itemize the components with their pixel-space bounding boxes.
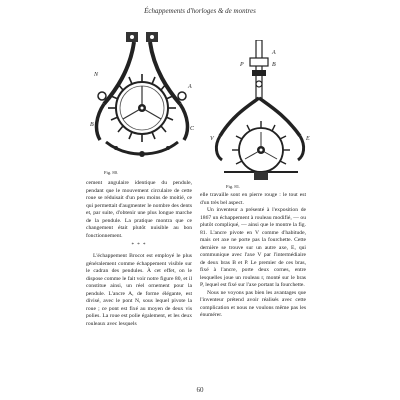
fig80-letter-a: A [188,84,192,90]
figure-81-caption: Fig. 81. [226,184,241,189]
paragraph: cement angulaire identique du pendule, pendant que le mouvement circulaire de cette roue se réduisait d'un peu moins de moitié, ce qui permettait d'augmenter le nombre des dents et, par suite, d'obtenir une plus longue marche de la pendule. La pratique montra que ce changement était plutôt nuisible au bon fonctionnement. [86,180,193,239]
text-column-left [86,180,192,328]
fig80-letter-n: N [94,72,99,78]
fig81-letter-p: P [240,62,244,68]
figure-81-illustration [206,40,316,188]
paragraph: L'échappement Brocot est employé le plus généralement comme échappement visible sur le cadran des pendules. À cet effet, on le dispose comme le fait voir notre figure 80, et il constitue ainsi, un réel ornement pour la pendule. L'ancre A, de forme élégante, est divisé, avec le pont N, sous lequel pivote la roue ; ce pont est fixé au moyen de deux vis polies. La roue est polie également, et les deux rouleaux avec lesquels [86,253,192,327]
fig80-letter-b: B [90,122,94,128]
figure-80-illustration [86,30,198,172]
fig81-letter-v: V [210,136,214,142]
paragraph: Nous ne voyons pas bien les avantages que l'inventeur prétend avoir réalisés avec cette complication et nous ne voulons même pas les énumérer. [200,289,306,318]
section-asterism: * * * [131,243,147,248]
figure-80-caption: Fig. 80. [104,170,119,175]
fig81-letter-e: E [306,136,310,142]
running-header: Échappements d'horloges & de montres [144,7,256,15]
fig81-letter-b: B [272,62,276,68]
paragraph: elle travaille sont en pierre rouge : le tout est d'un très bel aspect. [200,192,306,206]
paragraph: Un inventeur a présenté à l'exposition de 1867 un échappement à rouleau modifié, — ou plutôt compliqué, — ainsi que le montre la fig. 81. L'ancre pivote en V comme d'habitude, mais cet axe ne porte pas la fourchette. Cette dernière se trouve sur un autre axe, E, qui communique avec l'axe V par l'intermédiaire de deux bras B et P. Le premier de ces bras, fixé à l'ancre, porte deux cornes, entre lesquelles joue un rouleau r, monté sur le bras P, lequel est fixé sur l'axe portant la fourchette. [200,207,306,288]
fig81-letter-a: A [272,50,276,56]
page-number: 60 [196,386,204,394]
fig80-letter-c: C [190,126,195,132]
text-column-right [200,192,306,320]
